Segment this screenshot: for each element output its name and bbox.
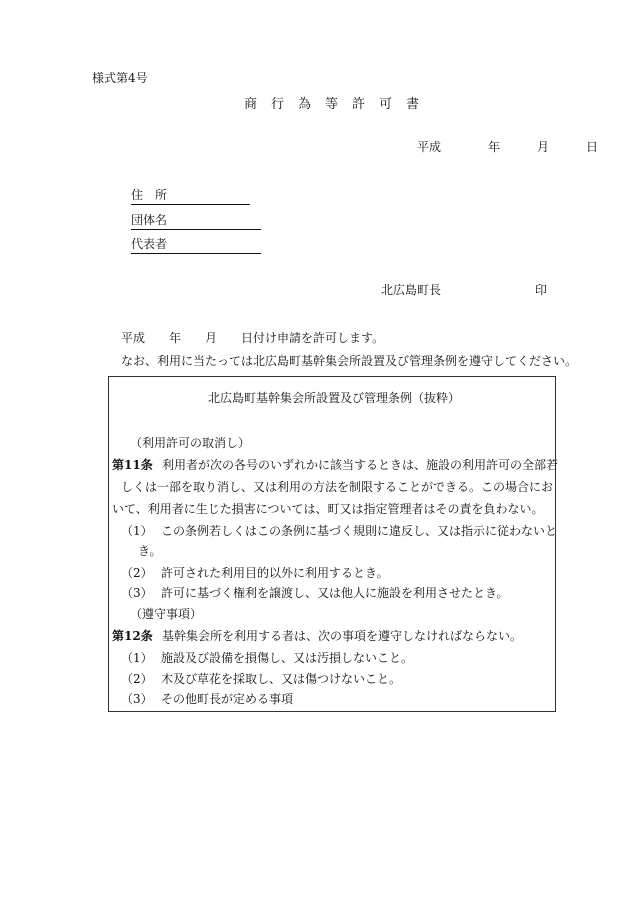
heading-revocation: （利用許可の取消し） (130, 436, 251, 450)
date-day: 日 (586, 140, 599, 154)
permit-year: 年 (169, 331, 182, 345)
field-organization-label: 団体名 (131, 211, 167, 230)
article-11-line-1: 利用者が次の各号のいずれかに該当するときは、施設の利用許可の全部若 (162, 458, 559, 472)
date-era: 平成 (417, 140, 442, 154)
rule-2-number: （2） (121, 672, 153, 686)
item-1-line-1: この条例若しくはこの条例に基づく規則に違反し、又は指示に従わないと (161, 524, 558, 538)
field-representative-label: 代表者 (131, 235, 167, 254)
item-3-number: （3） (121, 586, 153, 600)
date-line (417, 138, 598, 155)
rule-2-text: 木及び草花を採取し、又は傷つけないこと。 (161, 672, 402, 686)
item-2-number: （2） (121, 566, 153, 580)
form-number: 様式第4号 (92, 71, 148, 85)
item-3-text: 許可に基づく権利を譲渡し、又は他人に施設を利用させたとき。 (161, 586, 509, 600)
rule-1-text: 施設及び設備を損傷し、又は汚損しないこと。 (161, 651, 414, 665)
field-representative-line (167, 239, 261, 254)
heading-compliance: （遵守事項） (130, 607, 203, 621)
field-address-line (167, 190, 250, 205)
permit-era: 平成 (121, 331, 146, 345)
field-representative (131, 235, 261, 254)
document-title: 商行為等許可書 (244, 97, 434, 112)
article-12-text: 基幹集会所を利用する者は、次の事項を遵守しなければならない。 (162, 629, 523, 643)
rule-1-number: （1） (121, 651, 153, 665)
usage-note: なお、利用に当たっては北広島町基幹集会所設置及び管理条例を遵守してください。 (121, 354, 578, 368)
excerpt-title: 北広島町基幹集会所設置及び管理条例（抜粋） (208, 391, 461, 405)
date-year: 年 (488, 140, 501, 154)
rule-3-text: その他町長が定める事項 (161, 692, 294, 706)
item-1-line-2: き。 (138, 544, 162, 558)
field-organization-line (167, 215, 261, 230)
field-address-label: 住 所 (131, 186, 167, 205)
article-11-label: 第11条 (112, 458, 153, 472)
date-month: 月 (537, 140, 550, 154)
field-address (131, 186, 250, 205)
article-11-line-3: いて、利用者に生じた損害については、町又は指定管理者はその責を負わない。 (112, 502, 544, 516)
item-2-text: 許可された利用目的以外に利用するとき。 (161, 566, 389, 580)
article-12-label: 第12条 (112, 629, 153, 643)
permit-month: 月 (205, 331, 218, 345)
article-11-line-2: しくは一部を取り消し、又は利用の方法を制限することができる。この場合にお (121, 480, 554, 494)
permit-text: 日付け申請を許可します。 (241, 331, 385, 345)
item-1-number: （1） (121, 524, 153, 538)
field-organization (131, 211, 261, 230)
permit-line (121, 329, 384, 346)
issuer-name: 北広島町長 (381, 283, 442, 297)
seal-mark: 印 (535, 283, 548, 297)
rule-3-number: （3） (121, 692, 153, 706)
